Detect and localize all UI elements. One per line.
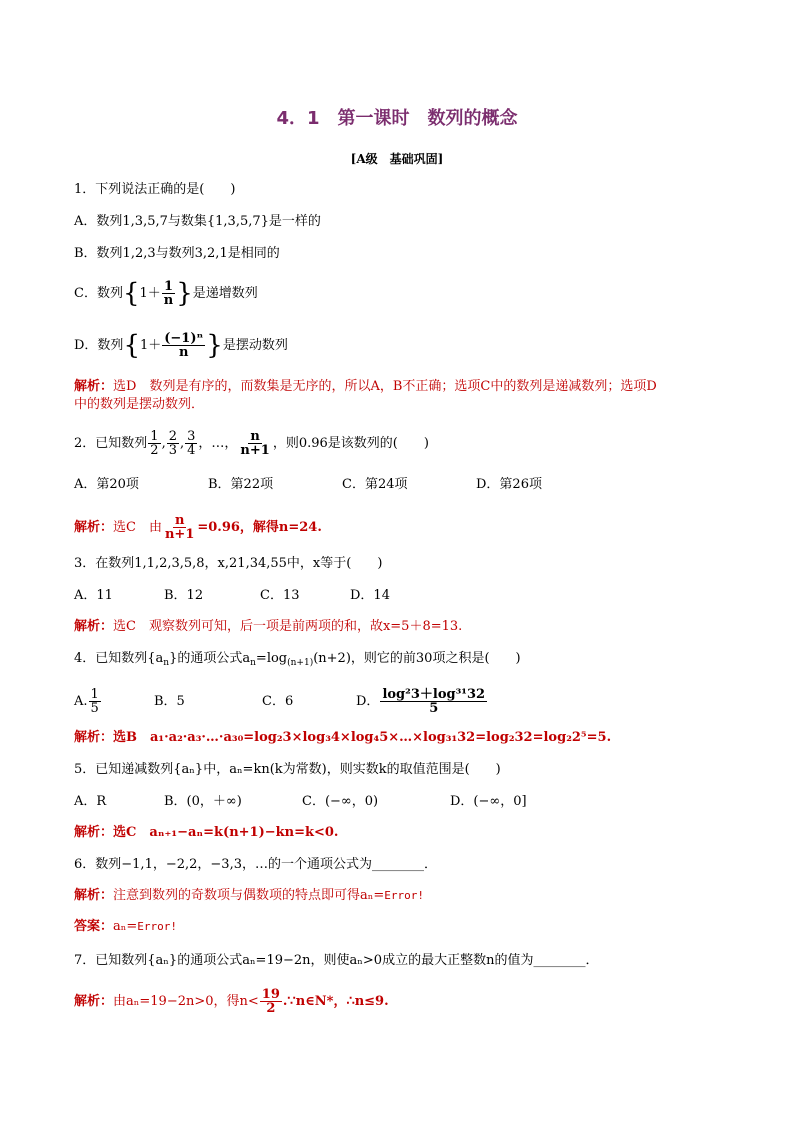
q2-analysis-label: 解析： — [74, 520, 114, 535]
q1-d-num: (−1)ⁿ — [164, 331, 204, 346]
q1-option-a: A．数列1,3,5,7与数集{1,3,5,7}是一样的 — [74, 214, 321, 229]
q4-option-a — [74, 688, 154, 715]
q2-frac-2-den: 3 — [168, 443, 177, 458]
q1-option-b: B．数列1,2,3与数列3,2,1是相同的 — [74, 246, 280, 261]
q6-analysis — [74, 887, 424, 905]
q4-analysis-text: 选B a₁·a₂·a₃·…·a₃₀=log₂3×log₃4×log₄5×…×log₃₁32=log₂32=log₂2⁵=5. — [113, 730, 612, 745]
q2-prefix: 2．已知数列 — [74, 436, 148, 451]
q2-frac-3-den: 4 — [187, 443, 196, 458]
q7-analysis-post: .∵n∈N*，∴n≤9. — [282, 994, 389, 1009]
q3-analysis — [74, 618, 462, 636]
q1-d-prefix: D．数列 — [74, 338, 124, 353]
q5-stem: 5．已知递减数列{aₙ}中，aₙ=kn(k为常数)，则实数k的取值范围是( ) — [74, 762, 501, 777]
q6-answer-label: 答案： — [74, 919, 114, 934]
q2-frac-n — [238, 430, 271, 457]
q4-option-d-den: 5 — [429, 701, 439, 716]
left-brace-icon: { — [123, 330, 140, 361]
q3-option-c: C．13 — [260, 588, 300, 603]
q2-frac-1-num: 1 — [150, 429, 159, 444]
q2-options — [74, 476, 542, 494]
q4-stem-mid: }的通项公式a — [169, 651, 251, 666]
q6-stem: 6．数列−1,1，−2,2，−3,3，…的一个通项公式为________． — [74, 857, 437, 872]
q4-option-d-num: log²3＋log³¹32 — [382, 687, 486, 702]
q5-analysis-label: 解析： — [74, 825, 114, 840]
q4-stem-sub-n: n — [163, 658, 170, 668]
section-heading: [A级 基础巩固] — [350, 152, 444, 166]
q2-analysis-fraction — [163, 514, 196, 541]
q1-analysis-text: 选D 数列是有序的，而数集是无序的，所以A，B不正确；选项C中的数列是递减数列；选项D — [113, 379, 657, 394]
q3-analysis-text: 选C 观察数列可知，后一项是前两项的和，故x=5＋8=13. — [113, 619, 463, 634]
q2-frac-3-num: 3 — [187, 429, 196, 444]
q1-analysis-label: 解析： — [74, 379, 114, 394]
q5-analysis-text: 选C aₙ₊₁−aₙ=k(n+1)−kn=k<0. — [113, 825, 339, 840]
q2-stem: 2．已知数列 $\frac{1}{2}$ , $\frac{2}{3}$ , $\frac{3}{4}$ ，…， $\frac{n}{n+1}$ ，则0.96是该数列的( ) — [74, 429, 429, 458]
q7-analysis-den: 2 — [266, 1001, 276, 1016]
q6-analysis-text: 注意到数列的奇数项与偶数项的特点即可得aₙ= — [113, 888, 385, 903]
q6-analysis-label: 解析： — [74, 888, 114, 903]
q1-analysis-cont: 中的数列是摆动数列． — [74, 397, 205, 412]
q1-d-one: 1＋ — [139, 338, 162, 353]
q2-option-d: D．第26项 — [476, 477, 542, 492]
q4-option-a-num: 1 — [90, 687, 99, 702]
q5-option-c: C．(−∞，0) — [302, 794, 379, 809]
q7-analysis-pre: 由aₙ=19−2n>0，得n< — [113, 994, 259, 1009]
q2-option-c: C．第24项 — [342, 477, 408, 492]
q2-ellipsis: ，…， — [198, 436, 238, 451]
q4-stem-sub-n2: n — [250, 658, 256, 668]
q3-option-b: B．12 — [164, 588, 204, 603]
q5-option-b: B．(0，＋∞) — [164, 794, 242, 809]
q4-option-a-label: A. — [74, 694, 88, 709]
q4-option-d-label: D． — [356, 694, 380, 709]
q4-analysis — [74, 729, 611, 747]
q1-option-c — [74, 280, 258, 307]
q3-option-a: A．11 — [74, 588, 113, 603]
q1-d-suffix: 是摆动数列 — [222, 338, 288, 353]
q2-frac-2-num: 2 — [168, 429, 177, 444]
q7-analysis-label: 解析： — [74, 994, 114, 1009]
q1-c-suffix: 是递增数列 — [192, 286, 258, 301]
q1-c-fraction — [162, 280, 175, 307]
q7-analysis — [74, 988, 389, 1015]
q6-answer-text: aₙ= — [113, 919, 138, 934]
q1-stem: 1．下列说法正确的是( ) — [74, 182, 236, 197]
right-brace-icon: } — [206, 330, 223, 361]
q2-analysis-den: n+1 — [164, 527, 195, 542]
q5-option-d: D．(−∞，0] — [450, 794, 527, 809]
q6-answer — [74, 918, 177, 936]
q2-analysis-num: n — [174, 513, 185, 528]
q3-option-d: D．14 — [350, 588, 390, 603]
left-brace-icon: { — [122, 278, 140, 309]
right-brace-icon: } — [176, 278, 193, 309]
q2-frac-3 — [185, 430, 197, 457]
q1-analysis — [74, 378, 657, 396]
q1-c-prefix: C．数列 — [74, 286, 123, 301]
q1-d-fraction — [162, 332, 205, 359]
q3-options — [74, 587, 390, 605]
q2-option-a: A．第20项 — [74, 477, 139, 492]
q4-stem-post: (n+2)，则它的前30项之积是( ) — [313, 651, 521, 666]
q1-d-den: n — [179, 345, 189, 360]
q4-option-a-fraction — [89, 688, 101, 715]
q1-c-num: 1 — [163, 279, 174, 294]
q4-options — [74, 688, 488, 715]
q1-c-den: n — [163, 293, 174, 308]
q7-analysis-num: 19 — [261, 987, 280, 1002]
q4-stem-log-base: (n+1) — [287, 658, 314, 668]
q4-stem-eq: =log — [255, 651, 288, 666]
q4-stem — [74, 650, 521, 672]
q4-option-b: B．5 — [154, 694, 185, 709]
q4-stem-pre: 4．已知数列{a — [74, 651, 164, 666]
q2-frac-n-den: n+1 — [240, 443, 270, 458]
q4-option-d-fraction — [380, 688, 487, 715]
q5-option-a: A．R — [74, 794, 107, 809]
q4-option-a-den: 5 — [90, 701, 99, 716]
q1-c-one: 1＋ — [139, 286, 161, 301]
q2-analysis — [74, 514, 322, 541]
q3-analysis-label: 解析： — [74, 619, 114, 634]
q5-options — [74, 793, 527, 811]
q7-analysis-fraction — [260, 988, 282, 1015]
q1-option-d — [74, 332, 288, 359]
q4-option-c: C．6 — [262, 694, 294, 709]
page-title: 4．1 第一课时 数列的概念 — [276, 108, 518, 129]
q3-stem: 3．在数列1,1,2,3,5,8，x,21,34,55中，x等于( ) — [74, 556, 383, 571]
q2-option-b: B．第22项 — [208, 477, 274, 492]
q4-option-d — [356, 688, 488, 715]
q4-analysis-label: 解析： — [74, 730, 114, 745]
q6-analysis-error: Error! — [384, 889, 425, 902]
q2-analysis-pre: 选C 由 — [113, 520, 162, 535]
q2-suffix: ，则0.96是该数列的( ) — [272, 436, 429, 451]
q5-analysis — [74, 824, 338, 842]
q2-frac-1 — [148, 430, 160, 457]
q7-stem: 7．已知数列{aₙ}的通项公式aₙ=19−2n，则使aₙ>0成立的最大正整数n的值为________． — [74, 953, 599, 968]
q6-answer-error: Error! — [137, 920, 178, 933]
q2-frac-n-num: n — [250, 429, 260, 444]
q2-frac-2 — [167, 430, 179, 457]
q2-frac-1-den: 2 — [150, 443, 159, 458]
q2-analysis-post: =0.96，解得n=24. — [197, 520, 322, 535]
